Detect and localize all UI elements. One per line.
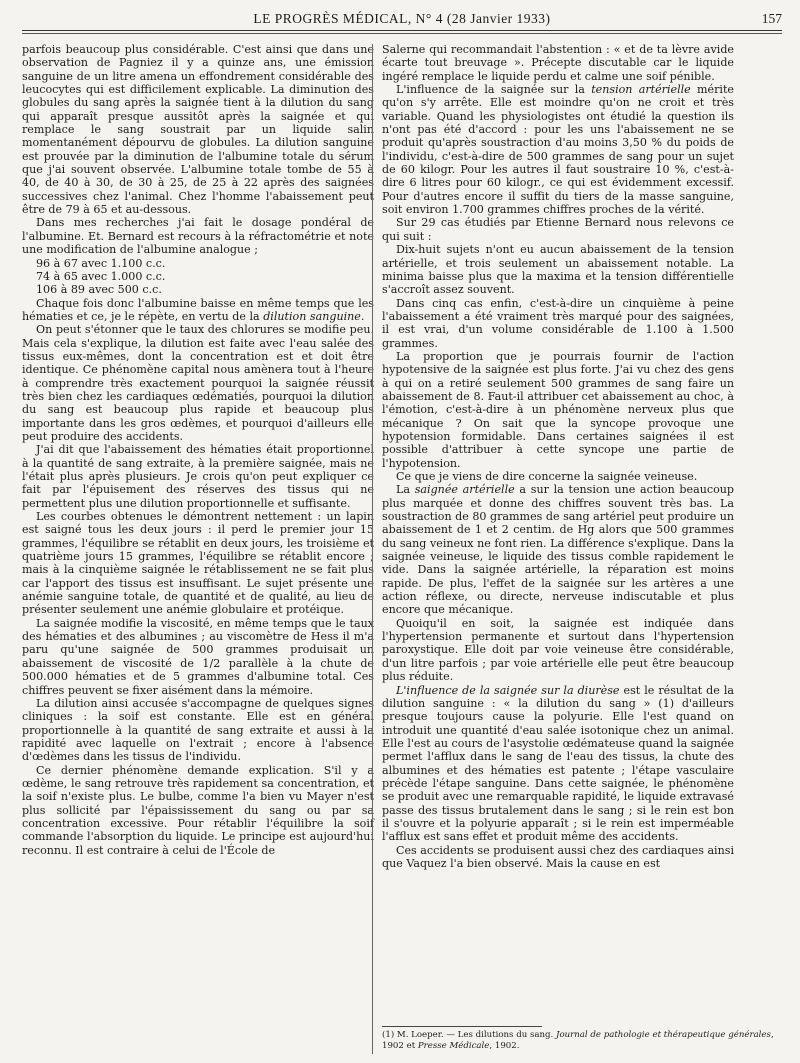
paragraph: Les courbes obtenues le démontrent nettement : un lapin est saigné tous les deux jours : il perd le premier jour 15 grammes, l'équilibre se rétablit en deux jours, les troisième et quatrième jours 15 grammes, l'équilibre se rétablit encore ; mais à la cinquième saignée le rétablissement ne se fait plus car l'apport des tissus est insuffisant. Le sujet présente une anémie sanguine totale, de quantité et de qualité, au lieu de présenter seulement une anémie globulaire et protéique.	[22, 510, 374, 617]
paragraph: Ces accidents se produisent aussi chez des cardiaques ainsi que Vaquez l'a bien observé. Mais la cause en est	[382, 843, 734, 870]
header-rule	[22, 30, 782, 31]
paragraph	[382, 483, 734, 616]
paragraph: J'ai dit que l'abaissement des hématies était proportionnel à la quantité de sang extraite, à la première saignée, mais ne l'était plus après plusieurs. Je crois qu'on peut expliquer ce fait par l'épuisement des réserves des tissus qui ne permettent plus une dilution proportionnelle et suffisante.	[22, 443, 374, 510]
journal-title: LE PROGRÈS MÉDICAL, N° 4 (28 Janvier 1933)	[253, 11, 551, 26]
text-run: L'influence de la saignée sur la	[396, 83, 592, 97]
data-line: 96 à 67 avec 1.100 c.c.	[36, 256, 166, 270]
footnote-text: , 1902 et	[382, 1030, 774, 1051]
header-rule-double	[22, 33, 782, 34]
footnote	[382, 1030, 777, 1052]
footnote-text: , 1902.	[489, 1041, 520, 1051]
italic-term: L'influence de la saignée sur la diurèse	[396, 683, 620, 697]
footnote-journal: Journal de pathologie et thérapeutique générales	[556, 1030, 771, 1040]
data-line: 74 à 65 avec 1.000 c.c.	[36, 269, 166, 283]
paragraph: La dilution ainsi accusée s'accompagne de quelques signes cliniques : la soif est constante. Elle est en général proportionnelle à la quantité de sang extraite et aussi à la rapidité avec laquelle on l'extrait ; encore à l'absence d'œdèmes dans les tissus de l'individu.	[22, 696, 374, 764]
paragraph: Ce que je viens de dire concerne la saignée veineuse.	[396, 470, 698, 483]
text-run: a sur la tension une action beaucoup plus marquée et donne des chiffres souvent très bas. La soustraction de 80 grammes de sang artériel peut produire un abaissement de 1 et 2 centim. de Hg alors que 500 grammes du sang veineux ne font rien. La différence s'explique. Dans la saignée veineuse, le liquide des tissus comble rapidement le vide. Dans la saignée artérielle, la réparation est moins rapide. De plus, l'effet de la saignée sur les artères a une action réflexe, ou directe, nerveuse indiscutable et plus encore que mécanique.	[382, 483, 734, 617]
paragraph: parfois beaucoup plus considérable. C'est ainsi que dans une observation de Pagniez il y a quinze ans, une émission sanguine de un litre amena un effondrement considérable des leucocytes qui est difficilement explicable. La diminution des globules du sang après la saignée tient à la dilution du sang qui apparaît presque aussitôt après la saignée et qui remplace le sang soustrait par un liquide salin momentanément dépourvu de globules. La dilution sanguine est prouvée par la diminution de l'albumine totale du sérum que j'ai souvent observée. L'albumine totale tombe de 55 à 40, de 40 à 30, de 30 à 25, de 25 à 22 après des saignées successives chez l'animal. Chez l'homme l'abaissement peut être de 79 à 65 et au-dessous.	[22, 43, 374, 217]
paragraph: On peut s'étonner que le taux des chlorures se modifie peu. Mais cela s'explique, la dilution est faite avec l'eau salée des tissus eux-mêmes, dont la concentration est et doit être identique. Ce phénomène capital nous amènera tout à l'heure à comprendre très exactement pourquoi la saignée réussit très bien chez les cardiaques œdématiés, pourquoi la dilution du sang est beaucoup plus rapide et beaucoup plus importante dans les gros œdèmes, et pourquoi d'ailleurs elle peut produire des accidents.	[22, 323, 374, 443]
footnote-journal: Presse Médicale	[417, 1041, 490, 1051]
paragraph: Salerne qui recommandait l'abstention : « et de ta lèvre avide écarte tout breuvage ». Précepte discutable car le liquide ingéré remplace le liquide perdu et calme une soif pénible.	[382, 43, 734, 83]
paragraph: La proportion que je pourrais fournir de l'action hypotensive de la saignée est plus forte. J'ai vu chez des gens à qui on a retiré seulement 500 grammes de sang faire un abaissement de 8. Faut-il attribuer cet abaissement au choc, à l'émotion, c'est-à-dire à un phénomène nerveux plus que mécanique ? On sait que la syncope provoque une hypotension formidable. Dans certaines saignées il est possible d'attribuer à cette syncope une partie de l'hypotension.	[382, 349, 734, 470]
paragraph: Sur 29 cas étudiés par Etienne Bernard nous relevons ce qui suit :	[382, 216, 734, 243]
text-run: Chaque fois donc l'albumine baisse en même temps que les hématies et ce, je le répète, en vertu de la	[22, 296, 374, 323]
column-divider	[372, 44, 373, 1054]
paragraph: La saignée modifie la viscosité, en même temps que le taux des hématies et des albumines ; au viscomètre de Hess il m'a paru qu'une saignée de 500 grammes produisait un abaissement de viscosité de 1/2 parallèle à la chute de 500.000 hématies et de 5 grammes d'albumine total. Ces chiffres peuvent se fixer aisément dans la mémoire.	[22, 616, 374, 697]
paragraph: Dans mes recherches j'ai fait le dosage pondéral de l'albumine. Et. Bernard est recours à la réfractométrie et note une modification de l'albumine analogue ;	[22, 216, 374, 257]
italic-term: dilution sanguine.	[263, 309, 365, 323]
running-header	[22, 8, 782, 30]
footnote-rule	[382, 1026, 542, 1027]
right-column	[382, 43, 734, 870]
italic-term: tension artérielle	[591, 83, 691, 97]
paragraph	[382, 684, 734, 844]
footnote-text: (1) M. Loeper. — Les dilutions du sang.	[382, 1030, 556, 1040]
page-number: 157	[761, 11, 782, 26]
italic-term: saignée artérielle	[414, 483, 515, 497]
paragraph: Dans cinq cas enfin, c'est-à-dire un cinquième à peine l'abaissement a été vraiment très marqué pour des saignées, il est vrai, d'un volume considérable de 1.100 à 1.500 grammes.	[382, 296, 734, 350]
text-run: est le résultat de la dilution sanguine : « la dilution du sang » (1) d'ailleurs presque toujours cause la polyurie. Elle l'est quand on introduit une quantité d'eau salée isotonique chez un animal. Elle l'est au cours de l'asystolie œdémateuse quand la saignée permet l'afflux dans le sang de l'eau des tissus, la chute des albumines et des hématies est patente ; l'étape vasculaire précède l'étape sanguine. Dans cette saignée, le phénomène se produit avec une remarquable rapidité, le liquide extravasé passe des tissus brutalement dans le sang ; si le rein est bon il s'ouvre et la polyurie apparaît ; si le rein est imperméable l'afflux est sans effet et produit même des accidents.	[382, 683, 734, 844]
paragraph: Ce dernier phénomène demande explication. S'il y a œdème, le sang retrouve très rapidement sa concentration, et la soif n'existe plus. Le bulbe, comme l'a bien vu Mayer n'est plus sollicité par l'épaississement du sang ou par sa concentration excessive. Pour rétablir l'équilibre la soif commande l'absorption du liquide. Le principe est aujourd'hui reconnu. Il est contraire à celui de l'École de	[22, 763, 374, 857]
text-run: La	[396, 483, 415, 497]
paragraph: Dix-huit sujets n'ont eu aucun abaissement de la tension artérielle, et trois seulement un abaissement notable. La minima baisse plus que la maxima et la tension différentielle s'accroît assez souvent.	[382, 243, 734, 297]
data-line: 106 à 89 avec 500 c.c.	[36, 283, 162, 297]
text-run: mérite qu'on s'y arrête. Elle est moindre qu'on ne croit et très variable. Quand les physiologistes ont étudié la question ils n'ont pas été d'accord : pour les uns l'abaissement ne se produit qu'après soustraction d'au moins 3,50 % du poids de l'individu, c'est-à-dire de 500 grammes de sang pour un sujet de 60 kilogr. Pour les autres il faut soustraire 10 %, c'est-à-dire 6 litres pour 60 kilogr., ce qui est évidemment excessif. Pour d'autres encore il suffit du tiers de la masse sanguine, soit environ 1.700 grammes chiffres proches de la vérité.	[382, 83, 734, 217]
paragraph	[22, 297, 374, 324]
paragraph	[382, 83, 734, 216]
paragraph: Quoiqu'il en soit, la saignée est indiquée dans l'hypertension permanente et surtout dans l'hypertension paroxystique. Elle doit par voie veineuse être considérable, d'un litre parfois ; par voie artérielle elle peut être beaucoup plus réduite.	[382, 616, 734, 684]
left-column	[22, 43, 374, 857]
